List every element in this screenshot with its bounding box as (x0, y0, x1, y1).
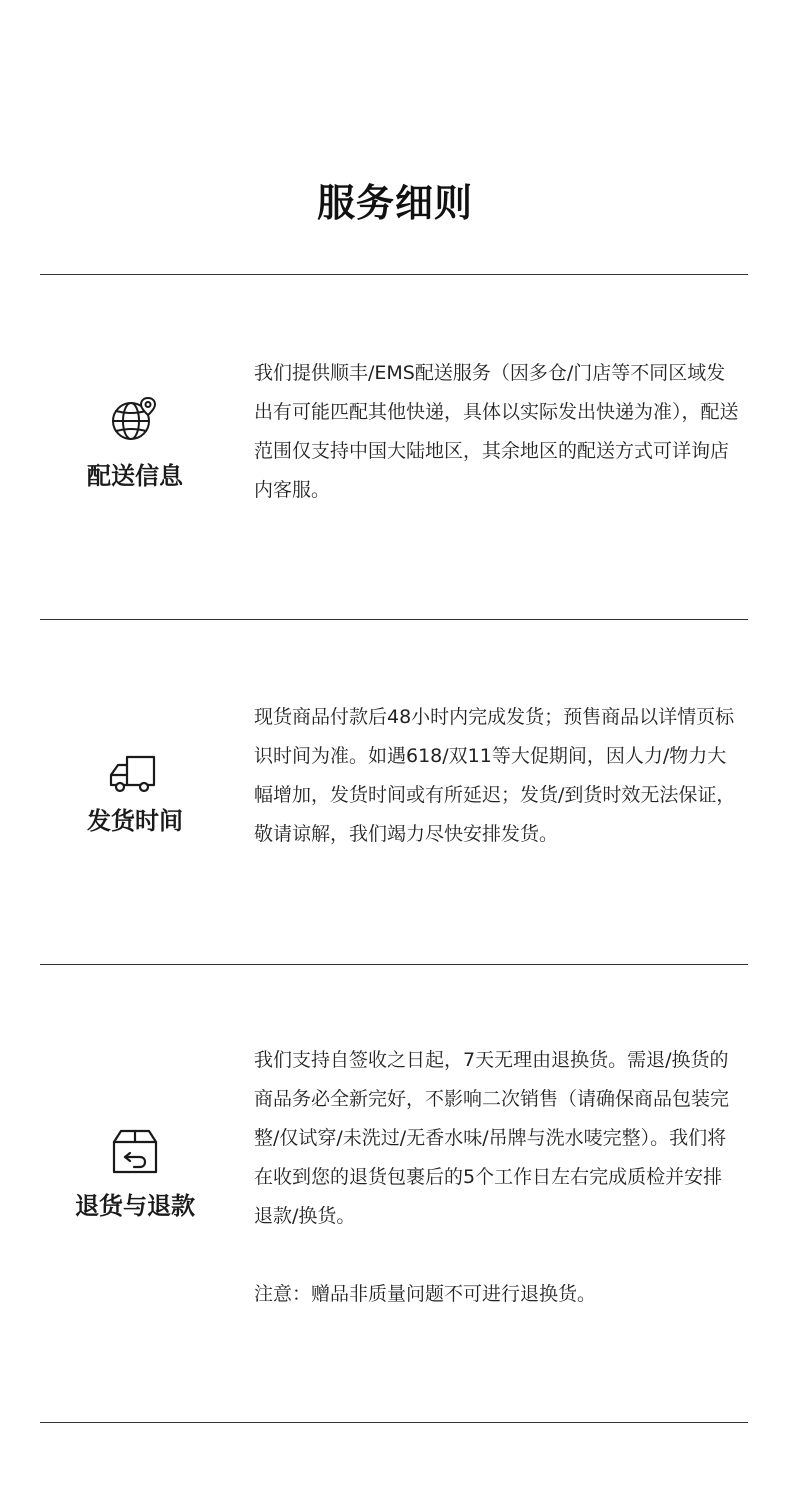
return-box-icon (110, 1126, 160, 1176)
section-text-shipping (254, 354, 739, 510)
returns-note: 注意：赠品非质量问题不可进行退换货。 (254, 1283, 597, 1305)
divider-1 (40, 619, 748, 620)
section-label-returns: 退货与退款 (75, 1192, 195, 1220)
divider-top (40, 274, 748, 275)
delivery-truck-icon (108, 748, 158, 798)
shipping-description: 我们提供顺丰/EMS配送服务（因多仓/门店等不同区域发出有可能匹配其他快递，具体以实际发出快递为准），配送范围仅支持中国大陆地区，其余地区的配送方式可详询店内客服。 (254, 362, 739, 501)
globe-location-icon (108, 394, 158, 444)
returns-description: 我们支持自签收之日起，7天无理由退换货。需退/换货的商品务必全新完好，不影响二次销售（请确保商品包装完整/仅试穿/未洗过/无香水味/吊牌与洗水唛完整）。我们将在收到您的退货包裹后的5个工作日左右完成质检并安排退款/换货。 (254, 1049, 730, 1227)
section-label-shipping: 配送信息 (87, 462, 183, 490)
section-text-returns (254, 1041, 739, 1314)
divider-bottom (40, 1422, 748, 1423)
divider-2 (40, 964, 748, 965)
section-text-dispatch (254, 698, 739, 854)
section-label-dispatch: 发货时间 (87, 807, 183, 835)
page-title: 服务细则 (316, 181, 473, 225)
dispatch-description: 现货商品付款后48小时内完成发货；预售商品以详情页标识时间为准。如遇618/双11等大促期间，因人力/物力大幅增加，发货时间或有所延迟；发货/到货时效无法保证，敬请谅解，我们竭力尽快安排发货。 (254, 706, 736, 845)
